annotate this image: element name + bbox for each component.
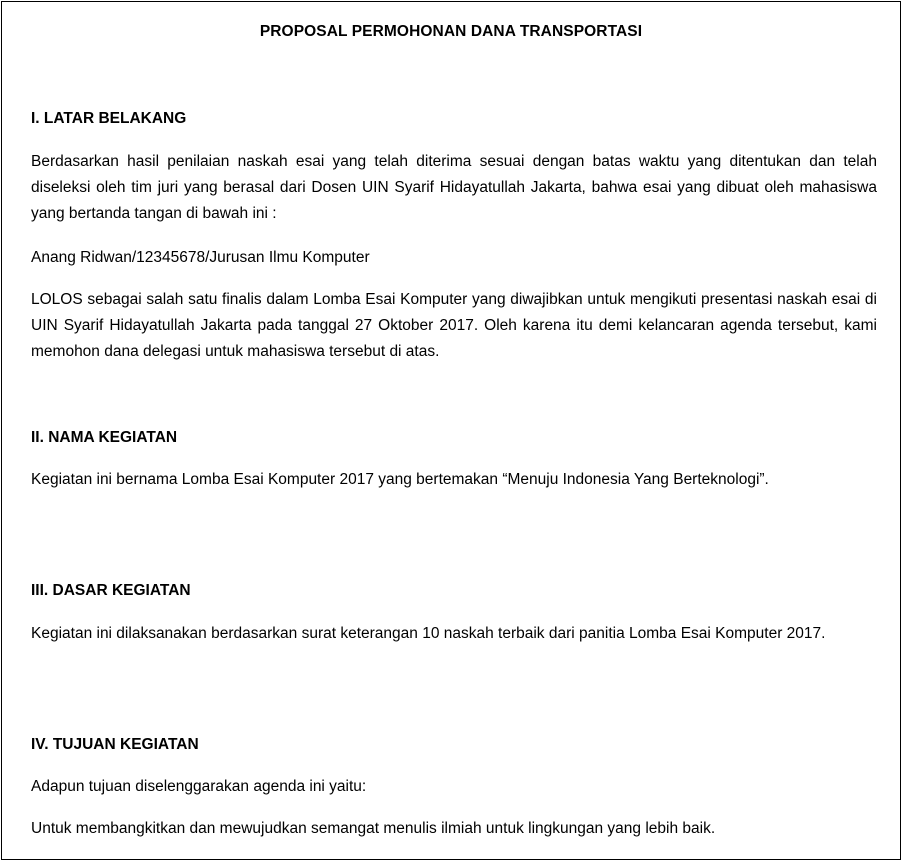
paragraph-tujuan-goal: Untuk membangkitkan dan mewujudkan semangat menulis ilmiah untuk lingkungan yang lebih baik.	[31, 820, 716, 837]
paragraph-nama-kegiatan: Kegiatan ini bernama Lomba Esai Komputer 2017 yang bertemakan “Menuju Indonesia Yang Berteknologi”.	[31, 471, 769, 488]
document-title: PROPOSAL PERMOHONAN DANA TRANSPORTASI	[259, 23, 643, 40]
student-identity-line: Anang Ridwan/12345678/Jurusan Ilmu Komputer	[31, 249, 370, 266]
paragraph-dasar-kegiatan: Kegiatan ini dilaksanakan berdasarkan surat keterangan 10 naskah terbaik dari panitia Lomba Esai Komputer 2017.	[31, 625, 826, 642]
section-heading-nama-kegiatan: II. NAMA KEGIATAN	[31, 429, 178, 446]
section-heading-dasar-kegiatan: III. DASAR KEGIATAN	[31, 582, 191, 599]
paragraph-tujuan-intro: Adapun tujuan diselenggarakan agenda ini yaitu:	[31, 778, 367, 795]
document-page	[1, 1, 901, 860]
section-heading-latar-belakang: I. LATAR BELAKANG	[31, 110, 187, 127]
paragraph-latar-belakang-lolos: LOLOS sebagai salah satu finalis dalam Lomba Esai Komputer yang diwajibkan untuk mengikuti presentasi naskah esai di UIN Syarif Hidayatullah Jakarta pada tanggal 27 Oktober 2017. Oleh karena itu demi kelancaran agenda tersebut, kami memohon dana delegasi untuk mahasiswa tersebut di atas.	[31, 291, 877, 360]
section-heading-tujuan-kegiatan: IV. TUJUAN KEGIATAN	[31, 736, 199, 753]
paragraph-latar-belakang-intro: Berdasarkan hasil penilaian naskah esai yang telah diterima sesuai dengan batas waktu yang ditentukan dan telah diseleksi oleh tim juri yang berasal dari Dosen UIN Syarif Hidayatullah Jakarta, bahwa esai yang dibuat oleh mahasiswa yang bertanda tangan di bawah ini :	[31, 153, 877, 222]
